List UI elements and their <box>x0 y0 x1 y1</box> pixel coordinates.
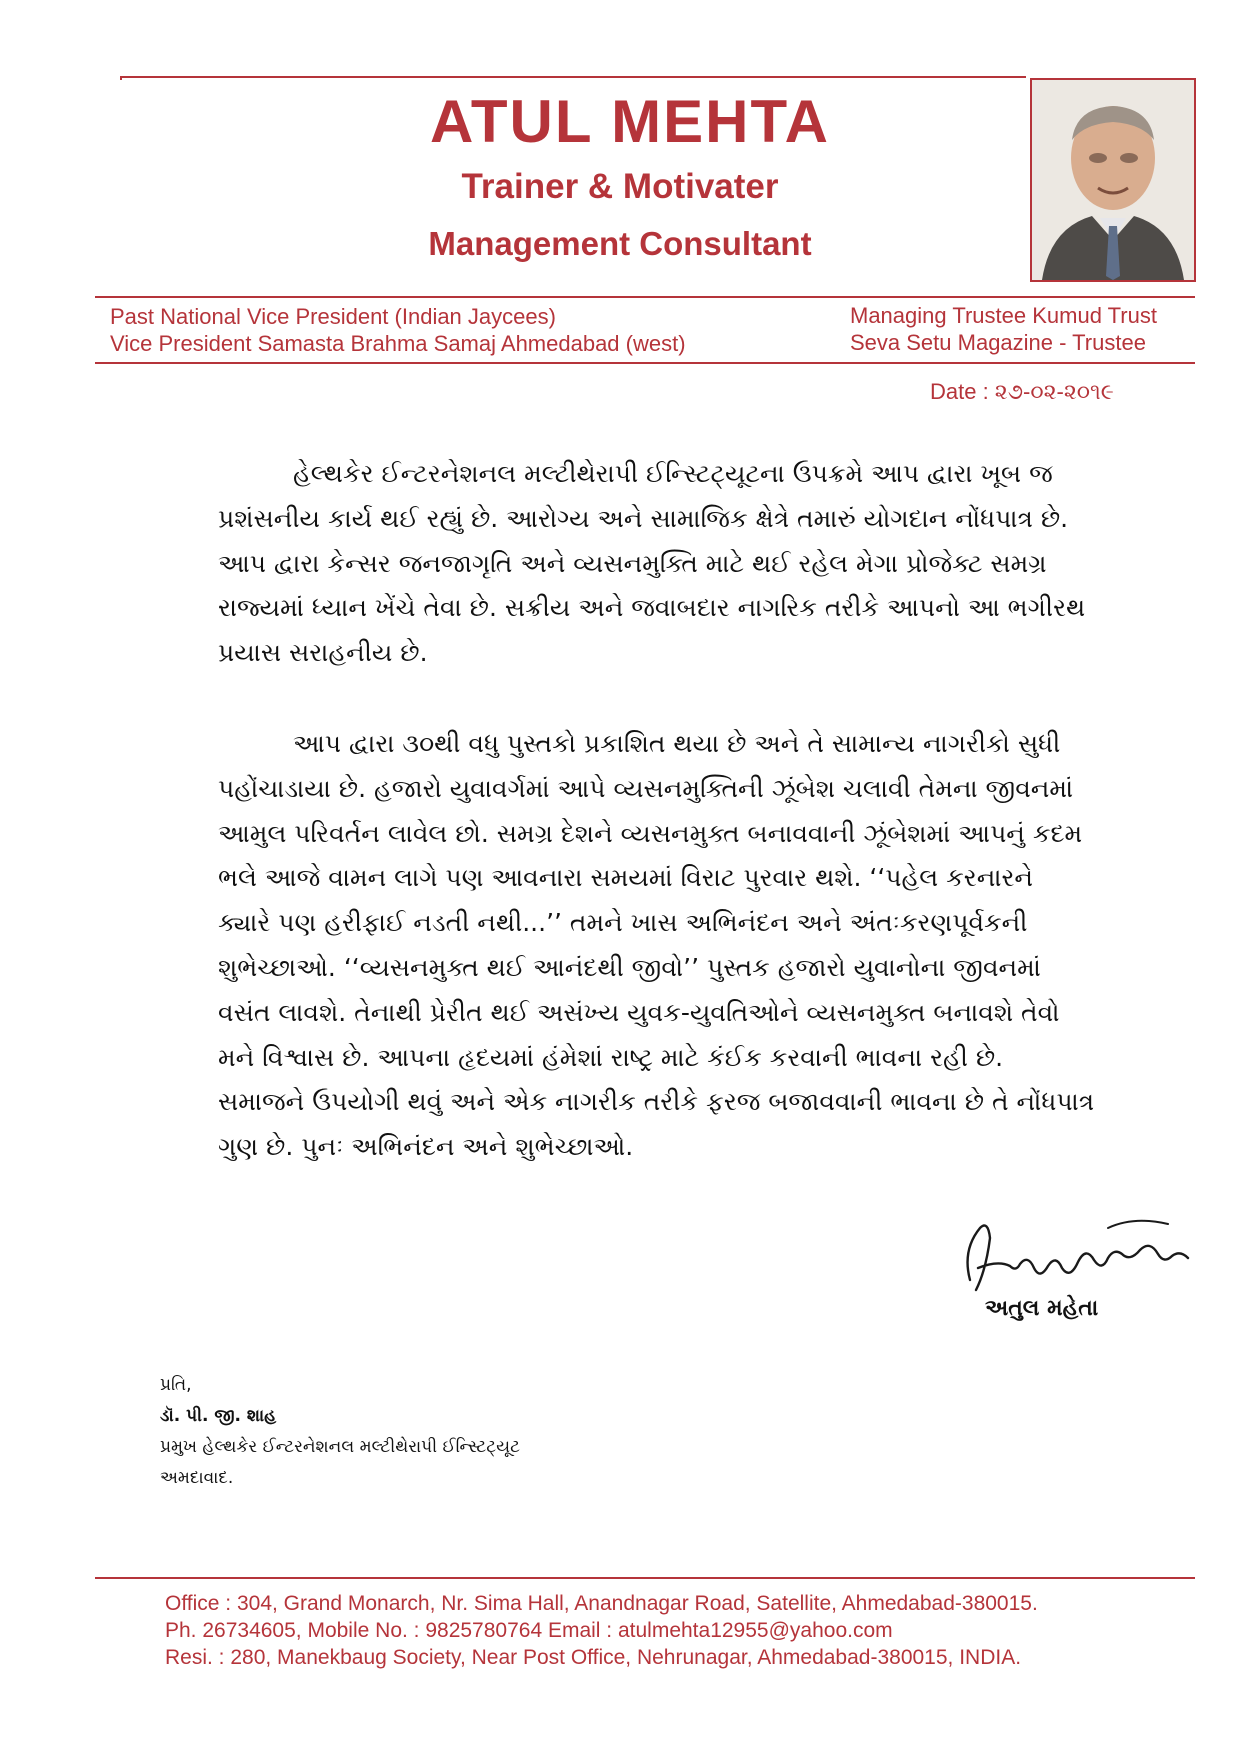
footer-contact <box>165 1590 1205 1671</box>
header-bottom-rule <box>95 296 1195 298</box>
position-kumud-trust: Managing Trustee Kumud Trust <box>850 303 1157 328</box>
letter-date: Date : ૨૭-૦૨-૨૦૧૯ <box>930 379 1114 404</box>
position-brahma-samaj: Vice President Samasta Brahma Samaj Ahmedabad (west) <box>110 331 686 356</box>
addressee-name: ડૉ. પી. જી. શાહ <box>160 1406 277 1426</box>
letterhead-subtitle-consultant: Management Consultant <box>428 225 812 262</box>
footer-phone-email: Ph. 26734605, Mobile No. : 9825780764 Email : atulmehta12955@yahoo.com <box>165 1619 893 1642</box>
positions-bottom-rule <box>95 362 1195 364</box>
body-paragraph-1: હેલ્થકેર ઈન્ટરનેશનલ મલ્ટીથેરાપી ઈન્સ્ટિટ્યૂટના ઉપક્રમે આપ દ્વારા ખૂબ જ પ્રશંસનીય કાર્ય થઈ રહ્યું છે. આરોગ્ય અને સામાજિક ક્ષેત્રે તમારું યોગદાન નોંધપાત્ર છે. આપ દ્વારા કેન્સર જનજાગૃતિ અને વ્યસનમુક્તિ માટે થઈ રહેલ મેગા પ્રોજેક્ટ સમગ્ર રાજ્યમાં ધ્યાન ખેંચે તેવા છે. સક્રીય અને જવાબદાર નાગરિક તરીકે આપનો આ ભગીરથ પ્રયાસ સરાહનીય છે. <box>218 459 1086 668</box>
position-seva-setu: Seva Setu Magazine - Trustee <box>850 330 1146 355</box>
addressee-block <box>160 1370 520 1494</box>
positions-right <box>850 302 1157 356</box>
letterhead-subtitle-trainer: Trainer & Motivater <box>461 167 779 206</box>
footer-rule <box>95 1577 1195 1579</box>
addressee-city: અમદાવાદ. <box>160 1468 234 1488</box>
signatory-name: અતુલ મહેતા <box>985 1296 1099 1321</box>
portrait-photo <box>1030 78 1196 282</box>
header-top-rule <box>120 76 1026 78</box>
portrait-illustration <box>1032 80 1194 280</box>
footer-office-address: Office : 304, Grand Monarch, Nr. Sima Hall, Anandnagar Road, Satellite, Ahmedabad-380015. <box>165 1592 1038 1615</box>
addressee-prefix: પ્રતિ, <box>160 1375 192 1395</box>
header-vertical-rule <box>120 76 122 80</box>
footer-residence-address: Resi. : 280, Manekbaug Society, Near Post Office, Nehrunagar, Ahmedabad-380015, INDIA. <box>165 1646 1022 1669</box>
positions-left <box>110 303 686 357</box>
handwritten-signature <box>958 1210 1198 1300</box>
addressee-title: પ્રમુખ હેલ્થકેર ઈન્ટરનેશનલ મલ્ટીથેરાપી ઈન્સ્ટિટ્યૂટ <box>160 1437 520 1457</box>
body-paragraph-2: આપ દ્વારા ૩૦થી વધુ પુસ્તકો પ્રકાશિત થયા છે અને તે સામાન્ય નાગરીકો સુધી પહોંચાડાયા છે. હજારો યુવાવર્ગમાં આપે વ્યસનમુક્તિની ઝૂંબેશ ચલાવી તેમના જીવનમાં આમુલ પરિવર્તન લાવેલ છો. સમગ્ર દેશને વ્યસનમુક્ત બનાવવાની ઝૂંબેશમાં આપનું કદમ ભલે આજે વામન લાગે પણ આવનારા સમયમાં વિરાટ પુરવાર થશે. ‘‘પહેલ કરનારને ક્યારે પણ હરીફાઈ નડતી નથી...’’ તમને ખાસ અભિનંદન અને અંતઃકરણપૂર્વકની શુભેચ્છાઓ. ‘‘વ્યસનમુક્ત થઈ આનંદથી જીવો’’ પુસ્તક હજારો યુવાનોના જીવનમાં વસંત લાવશે. તેનાથી પ્રેરીત થઈ અસંખ્ય યુવક-યુવતિઓને વ્યસનમુક્ત બનાવશે તેવો મને વિશ્વાસ છે. આપના હૃદયમાં હંમેશાં રાષ્ટ્ર માટે કંઈક કરવાની ભાવના રહી છે. સમાજને ઉપયોગી થવું અને એક નાગરીક તરીકે ફરજ બજાવવાની ભાવના છે તે નોંધપાત્ર ગુણ છે. પુનઃ અભિનંદન અને શુભેચ્છાઓ. <box>218 729 1095 1162</box>
letterhead-name: ATUL MEHTA <box>430 88 830 155</box>
position-jaycees: Past National Vice President (Indian Jaycees) <box>110 304 556 329</box>
